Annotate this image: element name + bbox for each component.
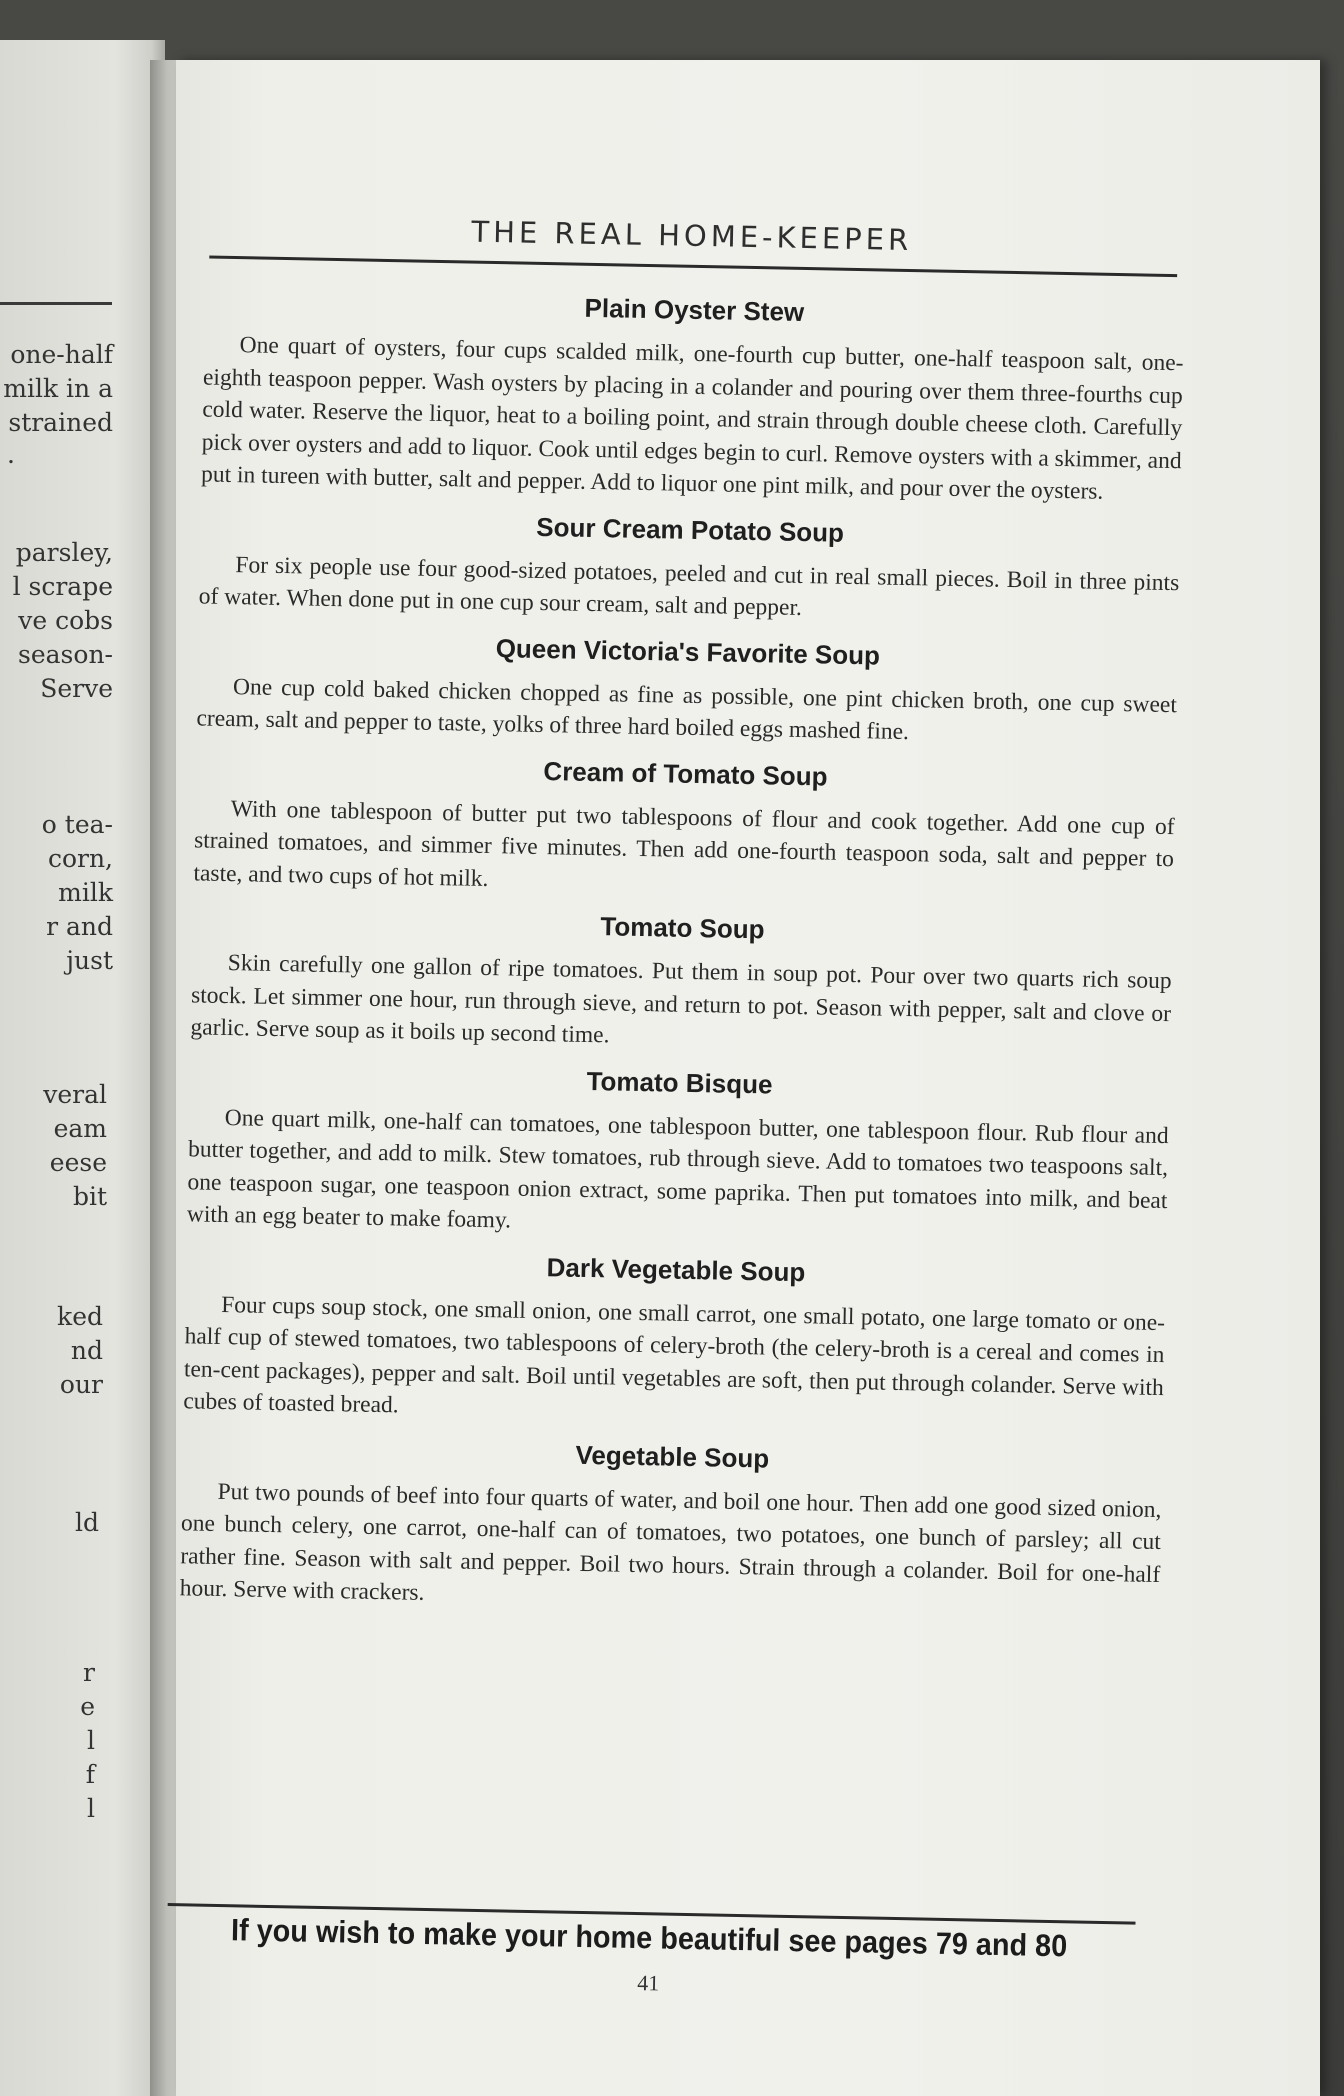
recipe-title: Queen Victoria's Favorite Soup — [495, 632, 881, 670]
previous-page-line: . — [7, 440, 15, 469]
recipe — [190, 903, 1173, 1062]
recipe-text: Skin carefully one gallon of ripe tomatoes. Put them in soup pot. Pour over two quarts rich soup stock. Let simmer one hour, run through sieve, and return to pot. Season with pepper, salt and clove or garlic. Serve soup as it boils up second time. — [190, 950, 1172, 1049]
recipe-text: One quart milk, one-half can tomatoes, one tablespoon butter, one tablespoon flour. Rub flour and butter together, and add to milk. Stew tomatoes, rub through sieve. Add to tomatoes two teaspoons salt, one teaspoon sugar, one teaspoon onion extract, some paprika. Then put tomatoes into milk, and beat with an egg beater to make foamy. — [186, 1104, 1169, 1234]
previous-page-rule — [0, 302, 112, 305]
recipe-text: With one tablespoon of butter put two tablespoons of flour and cook together. Add one cup of strained tomatoes, and simmer five minutes. Then add one-fourth teaspoon soda, salt and pepper to taste, and two cups of hot milk. — [193, 795, 1175, 892]
previous-page-line: our — [59, 1370, 103, 1399]
recipe-text: For six people use four good-sized potatoes, peeled and cut in real small pieces. Boil in three pints of water. When done put in one cup sour cream, salt and pepper. — [198, 551, 1180, 621]
previous-page-line: bit — [72, 1182, 107, 1211]
previous-page-line: ld — [75, 1508, 99, 1537]
page-number: 41 — [637, 1970, 660, 1996]
recipe — [201, 285, 1185, 509]
previous-page-line: corn, — [47, 844, 113, 873]
recipe-text: Put two pounds of beef into four quarts of water, and boil one hour. Then add one good sized onion, one bunch celery, one carrot, one-half can of tomatoes, two potatoes, one bunch of parsley; all cut rather fine. Season with salt and pepper. Boil two hours. Strain through a colander. Boil for one-half hour. Serve with crackers. — [179, 1478, 1162, 1606]
previous-page-line: eese — [49, 1148, 107, 1177]
recipe — [193, 749, 1176, 908]
recipe-text: Four cups soup stock, one small onion, one small carrot, one small potato, one large tomato or one-half cup of stewed tomatoes, two tablespoons of celery-broth (the celery-broth is a cereal and comes in ten-cent packages), pepper and salt. Boil until vegetables are soft, then put through colander. Serve with cubes of toasted bread. — [183, 1291, 1166, 1419]
previous-page-line: r — [83, 1658, 95, 1687]
previous-page-line: o tea- — [41, 810, 113, 839]
previous-page-line: f — [85, 1760, 95, 1789]
previous-page-line: Serve — [40, 674, 113, 703]
previous-page-line: l scrape — [12, 572, 113, 601]
page-content — [179, 49, 1339, 1996]
previous-page-line: r and — [46, 912, 113, 941]
recipe-title: Tomato Bisque — [586, 1065, 773, 1100]
recipe-text: One quart of oysters, four cups scalded milk, one-fourth cup butter, one-half teaspoon salt, one-eighth teaspoon pepper. Wash oysters by placing in a colander and pouring over them three-fourths cup cold water. Reserve the liquor, heat to a boiling point, and strain through double cheese cloth. Carefully pick over oysters and add to liquor. Cook until edges begin to curl. Remove oysters with a skimmer, and put in tureen with butter, salt and pepper. Add to liquor one pint milk, and pour over the oysters. — [200, 332, 1184, 505]
previous-page — [0, 40, 165, 2096]
previous-page-line: parsley, — [15, 538, 113, 567]
previous-page-line: strained — [8, 408, 113, 437]
recipe — [198, 505, 1180, 632]
recipe — [196, 627, 1178, 754]
recipe-title: Tomato Soup — [600, 911, 765, 945]
previous-page-line: milk — [58, 878, 113, 907]
previous-page-line: one-half — [10, 340, 113, 369]
previous-page-line: nd — [70, 1336, 103, 1365]
recipe-text: One cup cold baked chicken chopped as fine as possible, one pint chicken broth, one cup sweet cream, salt and pepper to taste, yolks of three hard boiled eggs mashed fine. — [196, 673, 1178, 746]
previous-page-line: l — [87, 1794, 95, 1823]
previous-page-line: veral — [43, 1080, 107, 1109]
recipe-title: Plain Oyster Stew — [584, 292, 805, 327]
previous-page-line: just — [66, 946, 113, 975]
previous-page-line: e — [80, 1692, 95, 1721]
recipe-title: Cream of Tomato Soup — [543, 755, 828, 792]
previous-page-line: ked — [57, 1302, 103, 1331]
recipe — [183, 1245, 1166, 1437]
recipe-title: Sour Cream Potato Soup — [536, 511, 845, 548]
recipe-title: Vegetable Soup — [575, 1439, 770, 1474]
running-head: THE REAL HOME-KEEPER — [471, 214, 913, 258]
previous-page-line: milk in a — [3, 374, 113, 403]
advertisement-banner: If you wish to make your home beautiful see pages 79 and 80 — [230, 1912, 1068, 1964]
previous-page-line: ve cobs — [18, 606, 113, 635]
recipes — [179, 271, 1184, 1623]
recipe — [179, 1432, 1162, 1624]
book-page — [176, 60, 1320, 2096]
previous-page-line: season- — [18, 640, 113, 669]
previous-page-line: eam — [53, 1114, 107, 1143]
recipe-title: Dark Vegetable Soup — [546, 1251, 806, 1287]
recipe — [187, 1058, 1170, 1250]
previous-page-line: l — [87, 1726, 95, 1755]
